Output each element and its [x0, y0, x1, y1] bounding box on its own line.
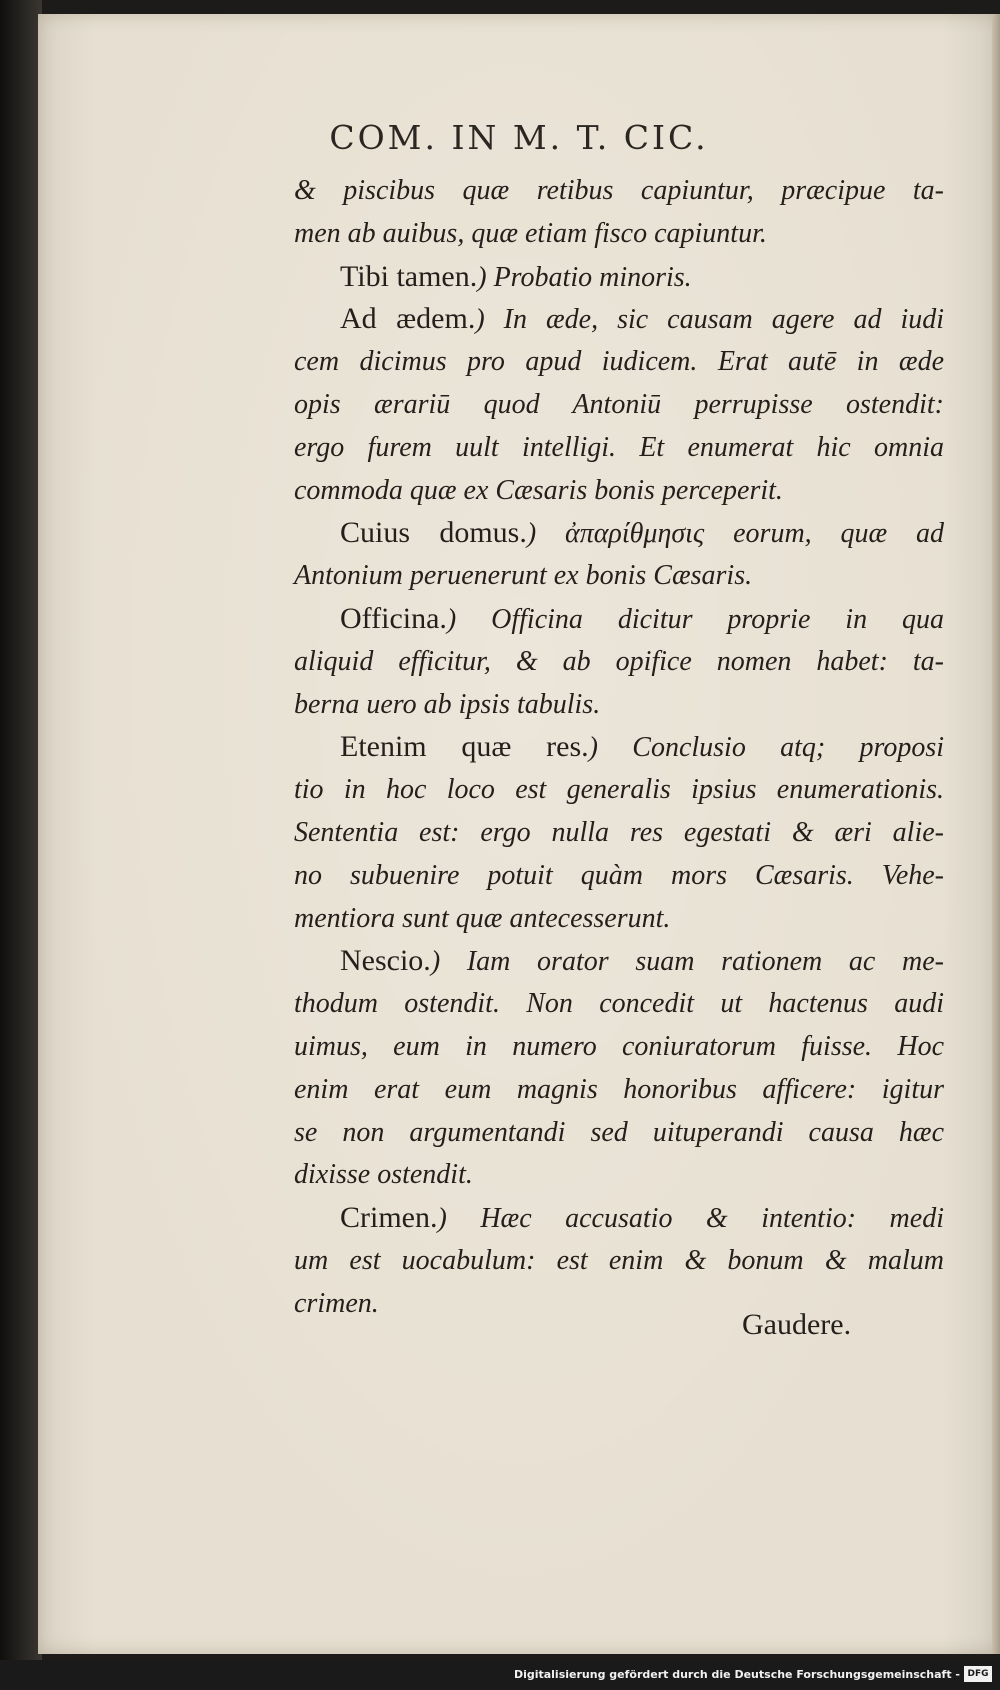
text-line: no subuenire potuit quàm mors Cæsaris. Vehe- [294, 859, 944, 891]
lemma-line: Officina.) Officina dicitur proprie in qua [340, 601, 944, 635]
lemma-line: Nescio.) Iam orator suam rationem ac me- [340, 944, 944, 978]
text-line: mentiora sunt quæ antecesserunt. [294, 902, 671, 934]
text-line: se non argumentandi sed uituperandi causa hæc [294, 1116, 944, 1148]
lemma-line: Crimen.) Hæc accusatio & intentio: medi [340, 1201, 944, 1235]
text-line: & piscibus quæ retibus capiuntur, præcipue ta- [294, 175, 944, 206]
text-line: Sententia est: ergo nulla res egestati & æri alie- [294, 816, 944, 848]
text-line: crimen. [294, 1287, 379, 1319]
text-line: dixisse ostendit. [294, 1159, 473, 1191]
dfg-logo-icon: DFG [964, 1666, 992, 1682]
text-line: enim erat eum magnis honoribus afficere: igitur [294, 1073, 944, 1105]
lemma-line: Cuius domus.) ἀπαρίθμησις eorum, quæ ad [340, 516, 944, 550]
running-header: COM. IN M. T. CIC. [329, 118, 709, 157]
text-line: opis ærariū quod Antoniū perrupisse ostendit: [294, 388, 944, 420]
text-line: commoda quæ ex Cæsaris bonis perceperit. [294, 474, 783, 506]
lemma: Nescio. [340, 944, 431, 978]
lemma: Ad ædem. [340, 302, 476, 336]
text-line: thodum ostendit. Non concedit ut hactenus audi [294, 988, 944, 1020]
text-line: Antonium peruenerunt ex bonis Cæsaris. [294, 560, 753, 592]
text-line: uimus, eum in numero coniuratorum fuisse. Hoc [294, 1030, 944, 1062]
text-line: aliquid efficitur, & ab opifice nomen habet: ta- [294, 645, 944, 677]
lemma-line: Etenim quæ res.) Conclusio atq; proposi [340, 730, 944, 764]
lemma-line: Ad ædem.) In æde, sic causam agere ad iudi [340, 302, 944, 336]
text-line: berna uero ab ipsis tabulis. [294, 688, 601, 720]
lemma: Cuius domus. [340, 516, 527, 550]
lemma: Officina. [340, 601, 447, 635]
page-edge [992, 14, 1000, 1654]
lemma: Crimen. [340, 1201, 438, 1235]
book-spine-shadow [0, 0, 42, 1660]
text-line: ergo furem uult intelligi. Et enumerat hic omnia [294, 431, 944, 463]
lemma: Tibi tamen. [340, 259, 478, 293]
text-line: tio in hoc loco est generalis ipsius enumerationis. [294, 774, 944, 806]
lemma-line: Tibi tamen.) Probatio minoris. [340, 259, 692, 293]
text-line: um est uocabulum: est enim & bonum & malum [294, 1244, 944, 1276]
digitization-credit: Digitalisierung gefördert durch die Deutsche Forschungsgemeinschaft - [513, 1668, 960, 1681]
text-line: cem dicimus pro apud iudicem. Erat autē in æde [294, 346, 944, 378]
text-line: men ab auibus, quæ etiam fisco capiuntur. [294, 217, 767, 249]
catchword: Gaudere. [742, 1308, 852, 1341]
lemma: Etenim quæ res. [340, 730, 589, 764]
commentary-text [294, 170, 944, 1326]
